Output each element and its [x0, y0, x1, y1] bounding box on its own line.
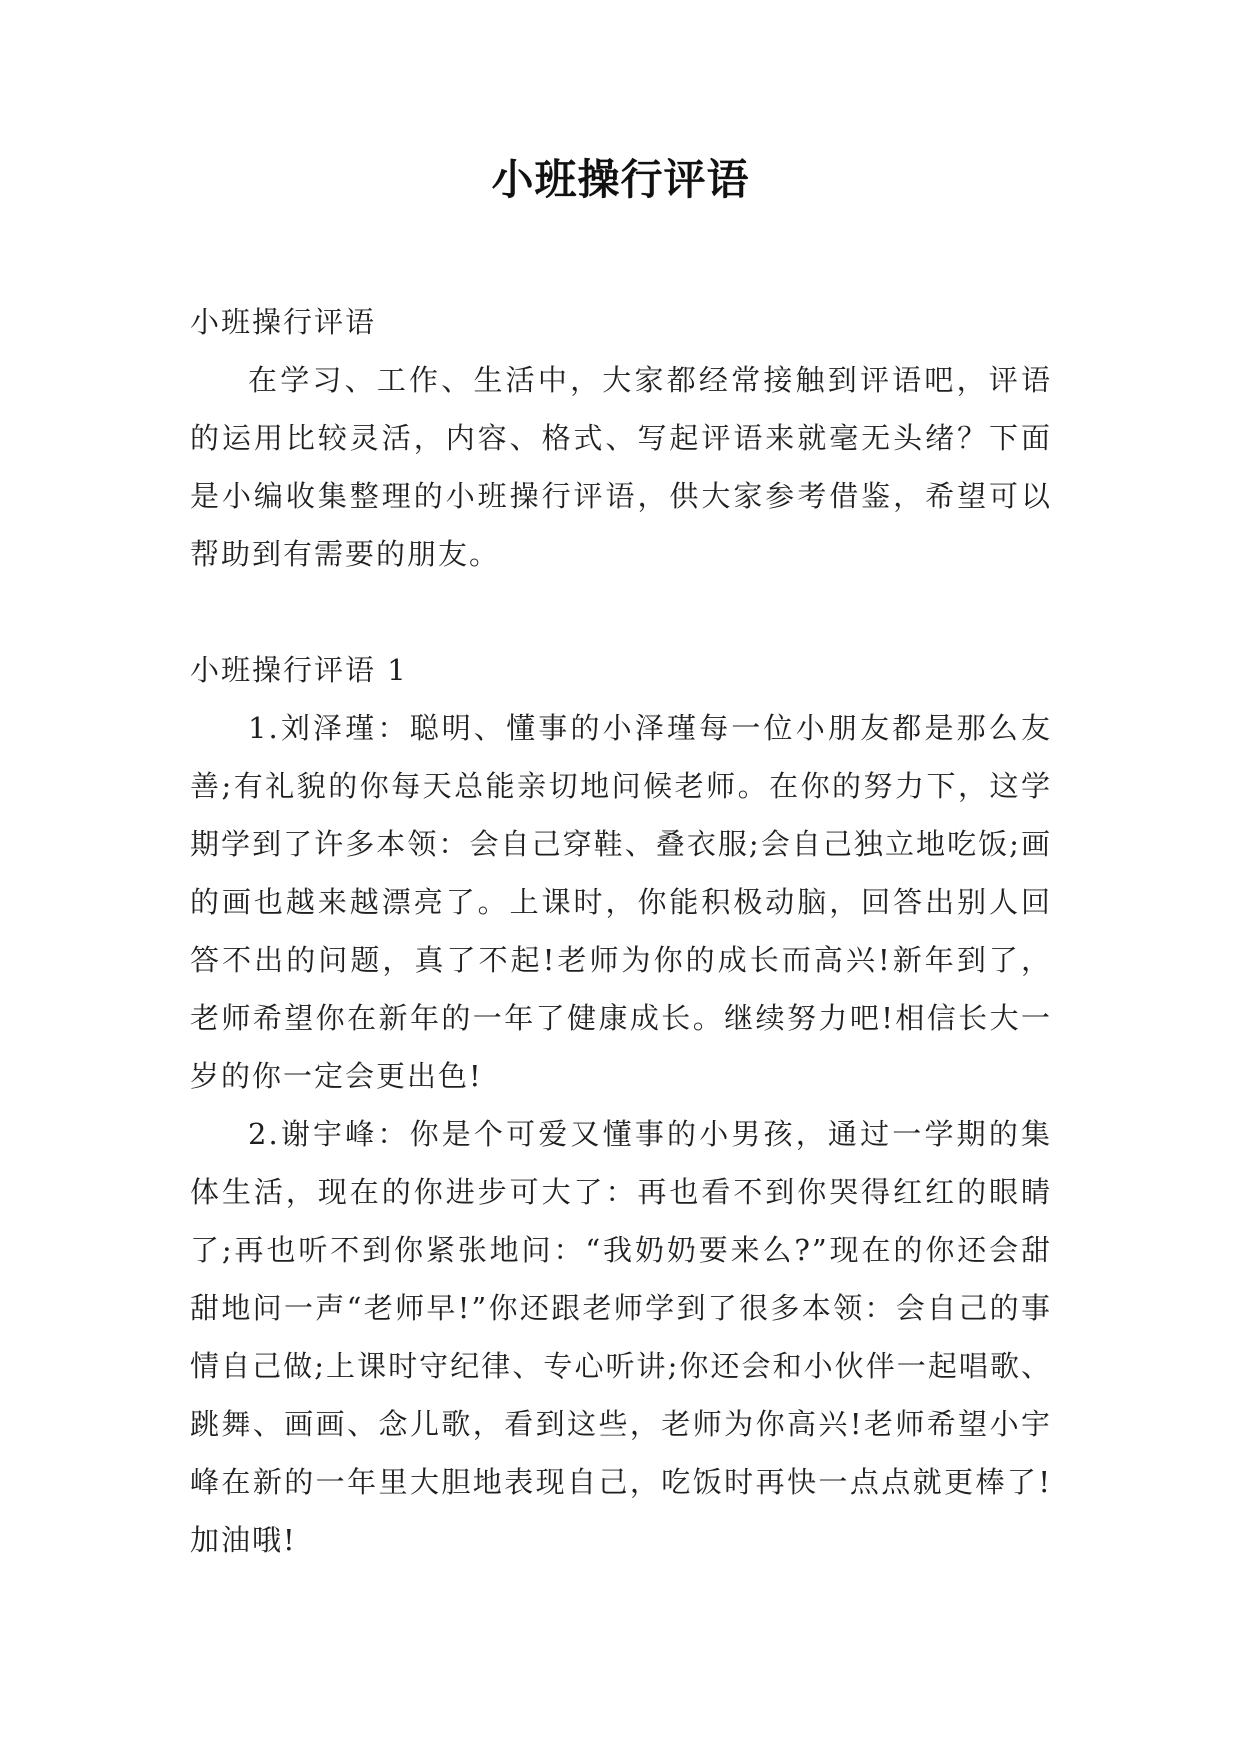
- intro-paragraph: 在学习、工作、生活中，大家都经常接触到评语吧，评语的运用比较灵活，内容、格式、写起评语来就毫无头绪？下面是小编收集整理的小班操行评语，供大家参考借鉴，希望可以帮助到有需要的朋友。: [190, 363, 1052, 571]
- document-title: 小班操行评语: [491, 155, 750, 204]
- comment-item: 2.谢宇峰：你是个可爱又懂事的小男孩，通过一学期的集体生活，现在的你进步可大了：再也看不到你哭得红红的眼睛了;再也听不到你紧张地问：“我奶奶要来么?”现在的你还会甜甜地问一声“老师早!”你还跟老师学到了很多本领：会自己的事情自己做;上课时守纪律、专心听讲;你还会和小伙伴一起唱歌、跳舞、画画、念儿歌，看到这些，老师为你高兴!老师希望小宇峰在新的一年里大胆地表现自己，吃饭时再快一点点就更棒了!加油哦!: [190, 1117, 1052, 1557]
- section-heading: 小班操行评语 1: [190, 653, 408, 687]
- section-spacer: [190, 583, 1052, 641]
- intro-heading: 小班操行评语: [190, 305, 377, 339]
- comment-item: 1.刘泽瑾：聪明、懂事的小泽瑾每一位小朋友都是那么友善;有礼貌的你每天总能亲切地问候老师。在你的努力下，这学期学到了许多本领：会自己穿鞋、叠衣服;会自己独立地吃饭;画的画也越来越漂亮了。上课时，你能积极动脑，回答出别人回答不出的问题，真了不起!老师为你的成长而高兴!新年到了，老师希望你在新年的一年了健康成长。继续努力吧!相信长大一岁的你一定会更出色!: [190, 711, 1052, 1093]
- document-body: [190, 293, 1052, 1569]
